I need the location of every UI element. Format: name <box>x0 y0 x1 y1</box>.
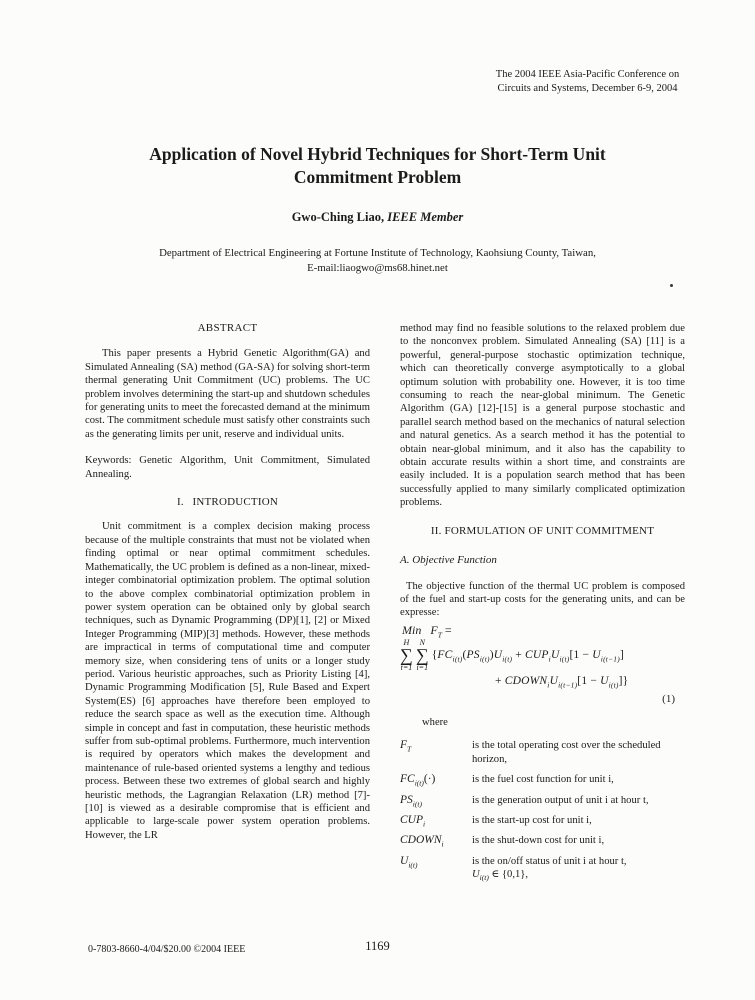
sum2-upper-limit: N <box>419 638 425 648</box>
paper-title <box>0 143 755 189</box>
definition-row-ft <box>400 739 685 766</box>
left-column <box>85 322 370 889</box>
author-membership: IEEE Member <box>387 210 464 224</box>
definition-desc-line1: is the on/off status of unit i at hour t, <box>472 855 627 867</box>
sum1-symbol: ∑ <box>400 645 413 666</box>
conference-header-line1: The 2004 IEEE Asia-Pacific Conference on <box>495 69 680 80</box>
section-heading-formulation: II. FORMULATION OF UNIT COMMITMENT <box>430 524 655 537</box>
author-line <box>0 210 755 225</box>
definition-row-cup <box>400 814 685 827</box>
right-column <box>400 322 685 889</box>
abstract-heading: ABSTRACT <box>197 322 258 334</box>
objective-function-paragraph: The objective function of the thermal UC problem is composed of the fuel and start-up costs for the generating units, and can be expresse: <box>400 580 685 619</box>
symbol-definitions <box>400 739 685 881</box>
definition-term: $U_{i(t)}$ <box>400 854 418 870</box>
definition-term: $F_T$ <box>400 739 412 754</box>
definition-term: $FC_{i(t)}(\cdot)$ <box>400 773 436 788</box>
definition-desc: is the start-up cost for unit i, <box>472 814 592 826</box>
paper-title-line2: Commitment Problem <box>293 167 462 187</box>
summation-over-units <box>416 639 429 672</box>
page-number: 1169 <box>365 939 390 953</box>
equation-expression-line2: + $CDOWN_iU_{i(t-1)}[1 - U_{i(t)}]$} <box>495 675 629 690</box>
sum2-lower-limit: i=1 <box>416 663 429 673</box>
definition-row-fc <box>400 773 685 786</box>
definition-desc: is the shut-down cost for unit i, <box>472 835 605 847</box>
equation-1 <box>400 639 685 706</box>
equation-line1 <box>400 639 685 672</box>
section-heading-introduction: I. INTRODUCTION <box>177 496 278 509</box>
definition-row-ps <box>400 794 685 807</box>
introduction-paragraph: Unit commitment is a complex decision making process because of the multiple constraints that must not be violated when finding optimal or near optimal commitment schedules. Mathematically, the UC problem is defined as a non-linear, mixed-integer combinatorial optimization problem. The optimal solution to the above complex combinatorial optimization problem in power system operation can be obtained only by global search techniques, such as Dynamic Programming (DP)[1], [2] or Mixed Integer Programming (MIP)[3] methods. However, these methods are impractical in terms of computational time and computer memory size, when considering tens of units or a longer study period. Various heuristic approaches, such as Priority Listing [4], Dynamic Programming Modification [5], Rule Based and Expert System(ES) [6] approaches have therefore been employed to reduce the search space as well as the execution time. Although simple in concept and fast in computation, these heuristic methods suffer from sub-optimal problems. Furthermore, much intervention is required by operators which makes the development and maintenance of rule-based oriented systems a lengthy and tedious process. Between these two extremes of global search and highly heuristic methods, the Lagrangian Relaxation (LR) method [7]-[10] is viewed as a desirable compromise that is efficient and applicable to large-scale power system operation problems. However, the LR <box>85 521 370 841</box>
affiliation-block <box>0 246 755 276</box>
conference-header <box>470 68 705 96</box>
conference-header-line2: Circuits and Systems, December 6-9, 2004 <box>497 83 678 94</box>
definition-desc-line2: $U_{i(t)}$ ∈ {0,1}, <box>472 869 529 883</box>
introduction-continuation-paragraph: method may find no feasible solutions to the relaxed problem due to the nonconvex problem. Simulated Annealing (SA) [11] is a powerful, general-purpose stochastic optimization technique, which can theoretically converge asymptotically to a global optimum solution with probability one. However, it is too time consuming to reach the near-global minimum. The Genetic Algorithm (GA) [12]-[15] is a general purpose stochastic and parallel search method based on the mechanics of natural selection and natural genetics. As a search method it has the potential to obtain near-global minimum, and it also has the capability to obtain accurate results within a short time, and constraints are easily included. It is a population search method that has been successfully applied to many similarly complicated optimization problems. <box>400 323 685 509</box>
where-label: where <box>422 716 448 728</box>
definition-desc: is the generation output of unit i at hour t, <box>472 794 649 806</box>
equation-min-line: Min $F_T$ = <box>402 622 452 640</box>
paper-title-line1: Application of Novel Hybrid Techniques for Short-Term Unit <box>149 144 606 164</box>
affiliation: Department of Electrical Engineering at Fortune Institute of Technology, Kaohsiung County, Taiwan, <box>159 247 596 259</box>
two-column-body <box>85 322 685 889</box>
definition-term: $PS_{i(t)}$ <box>400 793 422 808</box>
author-name: Gwo-Ching Liao, <box>291 210 388 224</box>
email: E-mail:liaogwo@ms68.hinet.net <box>307 262 448 274</box>
definition-desc <box>472 855 685 882</box>
definition-row-cdown <box>400 834 685 847</box>
definition-desc: is the total operating cost over the scheduled horizon, <box>472 740 661 765</box>
footer-copyright: 0-7803-8660-4/04/$20.00 ©2004 IEEE <box>88 944 246 955</box>
keywords-line: Keywords: Genetic Algorithm, Unit Commitment, Simulated Annealing. <box>85 455 370 480</box>
definition-desc: is the fuel cost function for unit i, <box>472 774 614 786</box>
summation-over-hours <box>400 639 413 672</box>
equation-number: (1) <box>662 692 675 705</box>
scan-artifact-dot <box>670 284 673 287</box>
sum2-symbol: ∑ <box>415 645 429 666</box>
subsection-heading-objective-function: A. Objective Function <box>400 554 497 567</box>
abstract-paragraph: This paper presents a Hybrid Genetic Algorithm(GA) and Simulated Annealing (SA) method (GA-SA) for solving short-term thermal generating Unit Commitment (UC) problems. The UC problem involves determining the start-up and shutdown schedules for generating units to meet the forecasted demand at the minimum cost. The commitment schedule must satisfy other constraints such as the generating limits per unit, reserve and individual units. <box>85 348 370 440</box>
sum1-upper-limit: H <box>403 638 410 648</box>
definition-term: $CDOWN_i$ <box>400 834 444 849</box>
sum1-lower-limit: t=1 <box>400 663 413 673</box>
equation-expression-line1: {$FC_{i(t)}(PS_{i(t)})U_{i(t)} + CUP_iU_{i(t)}[1 - U_{i(t-1)}]$ <box>431 648 624 664</box>
definition-term: $CUP_i$ <box>400 813 426 829</box>
definition-row-u <box>400 855 685 882</box>
